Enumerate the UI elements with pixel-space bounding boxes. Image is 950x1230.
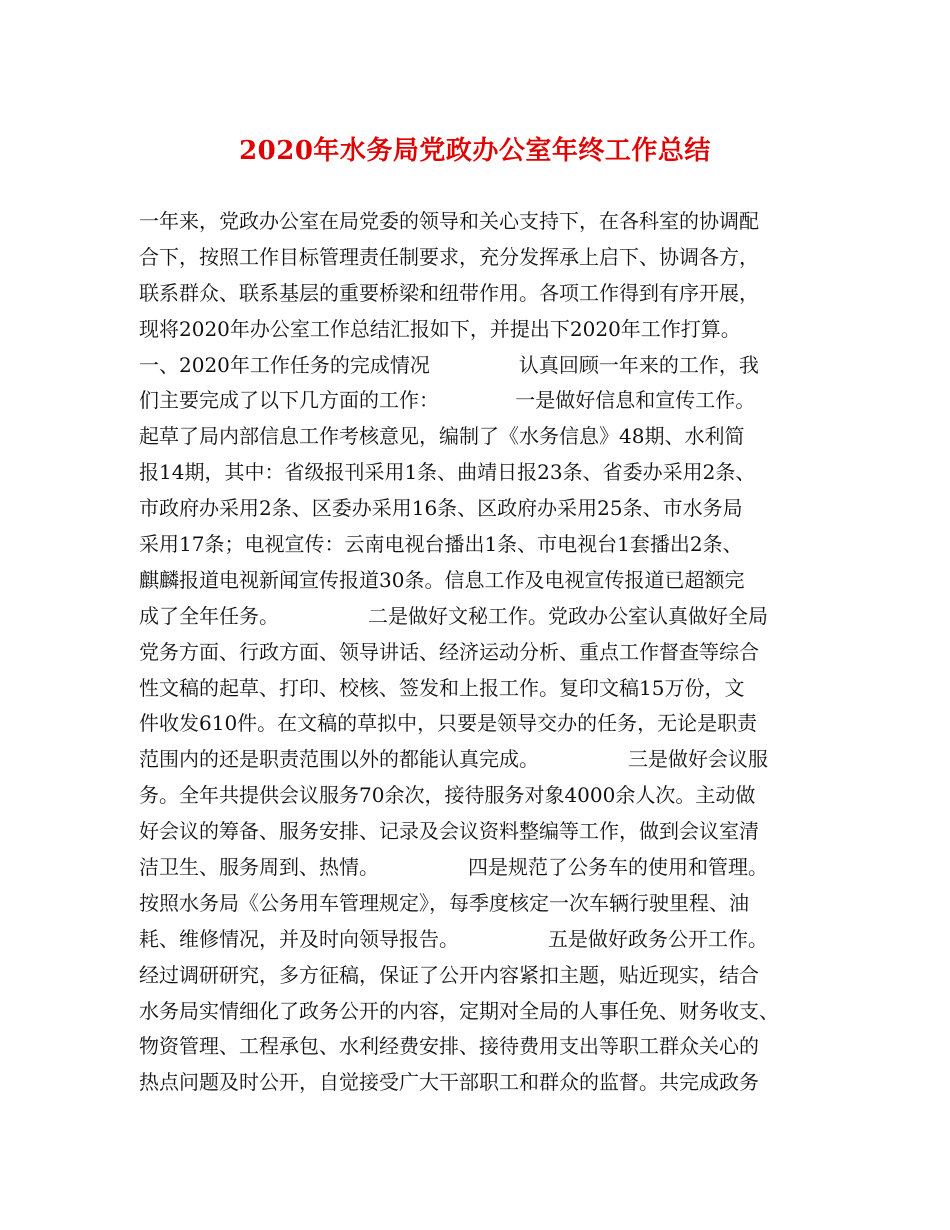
body-line: 党务方面、行政方面、领导讲话、经济运动分析、重点工作督查等综合 [139,639,759,664]
body-line: 麒麟报道电视新闻宣传报道30条。信息工作及电视宣传报道已超额完 [139,567,745,592]
body-line: 成了全年任务。 二是做好文秘工作。党政办公室认真做好全局 [139,603,769,628]
body-line: 范围内的还是职责范围以外的都能认真完成。 三是做好会议服 [139,747,769,772]
body-line: 一年来，党政办公室在局党委的领导和关心支持下，在各科室的协调配 [139,209,759,233]
body-line: 们主要完成了以下几方面的工作： 一是做好信息和宣传工作。 [139,388,756,413]
body-line: 联系群众、联系基层的重要桥梁和纽带作用。各项工作得到有序开展， [139,280,759,305]
body-line: 好会议的筹备、服务安排、记录及会议资料整编等工作，做到会议室清 [139,819,759,844]
body-line: 市政府办采用2条、区委办采用16条、区政府办采用25条、市水务局 [139,496,743,521]
document-title: 2020年水务局党政办公室年终工作总结 [239,136,711,166]
document-body [139,204,839,1101]
body-line: 现将2020年办公室工作总结汇报如下，并提出下2020年工作打算。 [139,316,741,341]
body-line: 热点问题及时公开，自觉接受广大干部职工和群众的监督。共完成政务 [139,1070,759,1095]
body-line: 水务局实情细化了政务公开的内容，定期对全局的人事任免、财务收支、 [139,998,779,1023]
body-line: 耗、维修情况，并及时向领导报告。 五是做好政务公开工作。 [139,926,769,951]
body-line: 件收发610件。在文稿的草拟中，只要是领导交办的任务，无论是职责 [139,711,758,736]
body-line: 经过调研研究，多方征稿，保证了公开内容紧扣主题，贴近现实，结合 [139,962,759,987]
body-line: 洁卫生、服务周到、热情。 四是规范了公务车的使用和管理。 [139,855,769,880]
body-line: 物资管理、工程承包、水利经费安排、接待费用支出等职工群众关心的 [139,1034,759,1059]
body-line: 按照水务局《公务用车管理规定》，每季度核定一次车辆行驶里程、油 [139,890,749,915]
body-line: 起草了局内部信息工作考核意见，编制了《水务信息》48期、水利简 [139,424,745,449]
body-line: 合下，按照工作目标管理责任制要求，充分发挥承上启下、协调各方， [139,244,759,269]
body-line: 采用17条；电视宣传：云南电视台播出1条、市电视台1套播出2条、 [139,532,743,557]
body-line: 一、2020年工作任务的完成情况 认真回顾一年来的工作，我 [139,352,759,377]
body-line: 性文稿的起草、打印、校核、签发和上报工作。复印文稿15万份，文 [139,675,745,700]
body-line: 务。全年共提供会议服务70余次，接待服务对象4000余人次。主动做 [139,783,756,808]
body-line: 报14期，其中：省级报刊采用1条、曲靖日报23条、省委办采用2条、 [139,460,756,485]
